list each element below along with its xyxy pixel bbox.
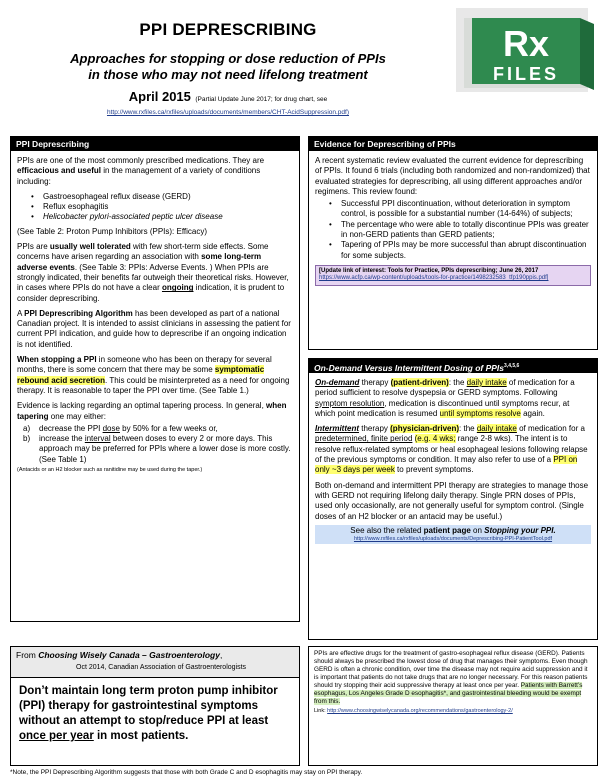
list-item: • Reflux esophagitis	[31, 202, 293, 212]
choosing-wisely-link[interactable]: Link: http://www.choosingwiselycanada.org/recommendations/gastroenterology-2/	[314, 708, 513, 714]
update-url[interactable]: https://www.acfp.ca/wp-content/uploads/tools-for-practice/1498232583_tfp190ppis.pdf]	[319, 275, 549, 282]
list-item: • Successful PPI discontinuation, without deterioration in symptom control, is possible for a substantial number (14-64%) of subjects;	[329, 199, 591, 220]
paragraph-algorithm: A PPI Deprescribing Algorithm has been developed as part of a national Canadian project. It is intended to assist clinicians in assessing the patient for current PPI indication, and guide how to deprescribe if an ongoing indication is not identified.	[17, 308, 291, 349]
section-heading: Evidence for Deprescribing of PPIs	[309, 137, 597, 151]
taper-options-list	[17, 424, 293, 465]
detail-text: PPIs are effective drugs for the treatment of gastro-esophageal reflux disease (GERD). Patients should always be prescribed the lowest dose of drug that manages their symptoms. Even though GERD is often a chronic condition, over time the disease may not require acid suppression and it is important that patients do not take drugs that are no longer necessary. For this reason patients should try stopping their acid suppressive therapy at least once per year.	[314, 650, 588, 689]
patient-page-callout[interactable]: See also the related patient page on Stopping your PPI. http://www.rxfiles.ca/rxfiles/uploads/documents/Deprescribing-PPI-PatientTool.pdf	[315, 525, 591, 544]
update-label: [Update link of interest: Tools for Practice, PPIs deprescribing; June 26, 2017	[319, 267, 539, 274]
choosing-wisely-header: From Choosing Wisely Canada – Gastroenterology, Oct 2014, Canadian Association of Gastroenterologists	[11, 647, 299, 678]
document-date: April 2015	[128, 89, 191, 104]
paragraph-on-demand: On-demand therapy (patient-driven): the daily intake of medication for a period sufficient to resolve dyspepsia or GERD symptoms. Following symptom resolution, medication is discontinued until symptoms recur, at which point medication is resumed until symptoms resolve again.	[315, 378, 575, 418]
logo-rx-text: Rx	[502, 23, 550, 64]
list-item: a) decrease the PPI dose by 50% for a few weeks or,	[23, 423, 218, 433]
document-title: PPI DEPRESCRIBING	[139, 20, 317, 39]
list-item: • Helicobacter pylori-associated peptic ulcer disease	[31, 212, 293, 222]
paragraph-tapering: Evidence is lacking regarding an optimal tapering process. In general, when tapering one may either:	[17, 401, 287, 421]
section-heading: On-Demand Versus Intermittent Dosing of PPIs$^{3,4,5,6}$	[309, 359, 597, 373]
choosing-wisely-box	[10, 646, 300, 766]
see-table-2: (See Table 2: Proton Pump Inhibitors (PPIs): Efficacy)	[17, 226, 208, 236]
paragraph-intro: PPIs are one of the most commonly prescribed medications. They are efficacious and useful in the management of a variety of conditions including:	[17, 156, 265, 186]
choosing-wisely-detail	[308, 646, 598, 766]
conditions-list	[17, 192, 293, 223]
list-item: • Gastroesophageal reflux disease (GERD)	[31, 192, 293, 202]
findings-list	[315, 199, 591, 261]
list-item: • Tapering of PPIs may be more successful than abrupt discontinuation for some subjects.	[329, 240, 591, 261]
rxfiles-logo-graphic	[450, 4, 600, 96]
detail-exemption: Patients with Barrett’s esophagus, Los Angeles Grade D esophagitis*, and gastrointestinal bleeding would be exempt from this.	[314, 682, 583, 705]
footnote: *Note, the PPI Deprescribing Algorithm suggests that those with both Grade C and D esophagitis may stay on PPI therapy.	[10, 769, 363, 776]
dosing-section	[308, 358, 598, 640]
update-link-box[interactable]	[315, 265, 591, 286]
paragraph-tolerability: PPIs are usually well tolerated with few short-term side effects. Some concerns have arisen regarding an association with some long-term adverse events. (See Table 3: PPIs: Adverse Events. ) When PPIs are strongly indicated, their benefits far outweigh their theoretical risks. However, in cases where PPIs do not have a clear ongoing indication, it is prudent to consider deprescribing.	[17, 242, 289, 303]
subtitle-line-1: Approaches for stopping or dose reduction of PPIs	[70, 51, 386, 66]
rxfiles-logo	[450, 4, 600, 96]
date-note: (Partial Update June 2017; for drug chart, see	[195, 96, 328, 103]
list-item: b) increase the interval between doses to every 2 or more days. This approach may be preferred for PPIs where a lower dose is more costly. (See Table 1)	[23, 434, 291, 464]
choosing-wisely-recommendation: Don’t maintain long term proton pump inhibitor (PPI) therapy for gastrointestinal symptoms without an attempt to stop/reduce PPI at least once per year in most patients.	[19, 685, 278, 742]
ppi-deprescribing-section	[10, 136, 300, 622]
list-item: • The percentage who were able to totally discontinue PPIs was greater in non-GERD patients than GERD patients;	[329, 220, 591, 241]
evidence-section	[308, 136, 598, 350]
document-subtitle	[8, 51, 448, 83]
patient-page-url[interactable]: http://www.rxfiles.ca/rxfiles/uploads/documents/Deprescribing-PPI-PatientTool.pdf	[353, 536, 553, 543]
section-heading: PPI Deprescribing	[11, 137, 299, 151]
paragraph-strategies: Both on-demand and intermittent PPI therapy are strategies to manage those with GERD not requiring lifelong daily therapy. Single PRN doses of PPIs, used only occasionally, are not generally useful for symptom control. (Single doses of an H2 blocker or an antacid may be useful.)	[315, 480, 589, 521]
paragraph-stopping: When stopping a PPI in someone who has been on therapy for several months, there is some concern that there may be some symptomatic rebound acid secretion. This could be misinterpreted as a need for ongoing therapy. It is reasonable to taper the PPI over time. (See Table 1.)	[17, 355, 290, 395]
antacid-note: (Antacids or an H2 blocker such as ranitidine may be used during the taper.)	[17, 467, 203, 474]
document-header	[8, 6, 448, 126]
paragraph-intermittent: Intermittent therapy (physician-driven): the daily intake of medication for a predetermined, finite period (e.g. 4 wks; range 2-8 wks). The intent is to resolve reflux-related symptoms or heal esophageal lesions following relapse of the previous symptoms or condition. It may also refer to use of a PPI on only ~3 days per week to prevent symptoms.	[315, 424, 588, 475]
paragraph-evidence: A recent systematic review evaluated the current evidence for deprescribing of PPIs. It found 6 trials (including both randomized and non-randomized) that evaluated strategies for deprescribing, all using different approaches and/or regimens. This review found:	[315, 156, 590, 196]
drug-chart-link[interactable]: http://www.rxfiles.ca/rxfiles/uploads/documents/members/CHT-AcidSuppression.pdf)	[106, 109, 350, 116]
logo-files-text: FILES	[492, 64, 560, 84]
subtitle-line-2: in those who may not need lifelong treatment	[88, 67, 368, 82]
